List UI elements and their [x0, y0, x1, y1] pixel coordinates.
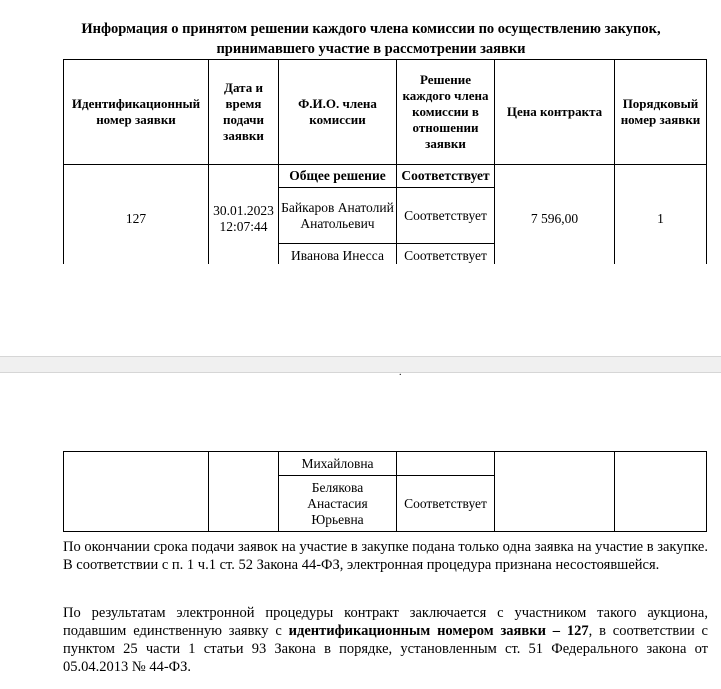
cell-order-number: 1	[615, 165, 707, 274]
cell-member-decision	[397, 452, 495, 476]
cell-member-decision: Соответствует	[397, 476, 495, 532]
paragraph-contract-text: По результатам электронной процедуры контракт заключается с участником такого аукциона, подавшим единственную заявку с	[63, 605, 708, 639]
paragraph-contract	[63, 604, 708, 676]
cell-empty	[64, 452, 209, 532]
document-title	[40, 19, 702, 59]
cell-empty	[495, 452, 615, 532]
cell-member-decision: Соответствует	[397, 188, 495, 244]
cell-member-decision: Соответствует	[397, 244, 495, 274]
cell-application-id: 127	[64, 165, 209, 274]
cell-general-label: Общее решение	[279, 165, 397, 188]
commission-decision-table-continued	[63, 451, 707, 532]
time-value: 12:07:44	[219, 219, 268, 234]
commission-decision-table	[63, 59, 707, 274]
cell-member-name: Белякова Анастасия Юрьевна	[279, 476, 397, 532]
header-submission-date: Дата и время подачи заявки	[209, 60, 279, 165]
application-id-emphasis: идентификационным номером заявки – 127	[288, 623, 589, 639]
page-break-mark: .	[399, 367, 402, 378]
cell-member-name: Байкаров Анатолий Анатольевич	[279, 188, 397, 244]
paragraph-result: По окончании срока подачи заявок на участие в закупке подана только одна заявка на участие в закупке. В соответствии с п. 1 ч.1 ст. 52 Закона 44-ФЗ, электронная процедура признана несостоявшейся.	[63, 539, 708, 573]
title-line-1: Информация о принятом решении каждого члена комиссии по осуществлению закупок,	[81, 21, 661, 37]
page-bottom-margin	[0, 264, 721, 354]
header-order-number: Порядковый номер заявки	[615, 60, 707, 165]
page-break	[0, 356, 721, 373]
cell-empty	[209, 452, 279, 532]
header-member-name: Ф.И.О. члена комиссии	[279, 60, 397, 165]
cell-submission-date	[209, 165, 279, 274]
paragraph-contract-text: , в соответствии с пунктом 25 части 1 статьи 93 Закона в порядке, установленным ст. 51 Федерального закона от 05.04.2013 № 44-ФЗ.	[63, 623, 708, 675]
cell-empty	[615, 452, 707, 532]
title-line-2: принимавшего участие в рассмотрении заявки	[216, 41, 526, 57]
cell-general-decision: Соответствует	[397, 165, 495, 188]
header-contract-price: Цена контракта	[495, 60, 615, 165]
cell-member-name: Иванова Инесса	[279, 244, 397, 274]
date-value: 30.01.2023	[213, 203, 274, 218]
header-member-decision: Решение каждого члена комиссии в отношении заявки	[397, 60, 495, 165]
cell-contract-price: 7 596,00	[495, 165, 615, 274]
cell-member-name: Михайловна	[279, 452, 397, 476]
header-application-id: Идентификационный номер заявки	[64, 60, 209, 165]
